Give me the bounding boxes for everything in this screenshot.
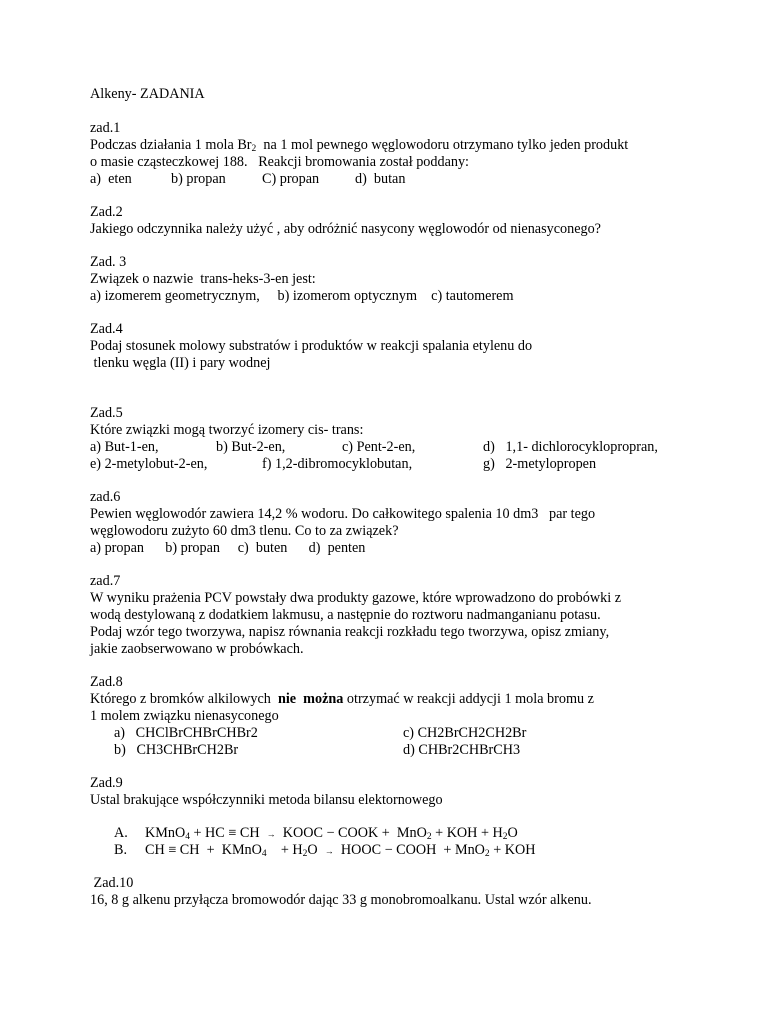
task-1-option-d: d) butan [355, 171, 406, 187]
task-7-line-1: W wyniku prażenia PCV powstały dwa produkty gazowe, które wprowadzono do probówki z [90, 590, 621, 606]
task-5-option-d: d) 1,1- dichlorocyklopropran, [483, 439, 658, 455]
task-5-line-1: Które związki mogą tworzyć izomery cis- trans: [90, 422, 364, 438]
document-title: Alkeny- ZADANIA [90, 86, 205, 102]
task-1-option-b: b) propan [171, 171, 226, 187]
task-1-heading: zad.1 [90, 120, 121, 136]
subscript: 2 [302, 849, 308, 859]
task-1-text: Podczas działania 1 mola Br [90, 137, 252, 153]
equation-b-label: B. [114, 842, 128, 858]
task-6-options: a) propan b) propan c) buten d) penten [90, 540, 366, 556]
formula-text: KOOC − COOK + MnO [275, 825, 427, 841]
task-7-line-4: jakie zaobserwowano w probówkach. [90, 641, 304, 657]
task-3-line-2: a) izomerem geometrycznym, b) izomerom optycznym c) tautomerem [90, 288, 514, 304]
equation-b [145, 842, 536, 860]
task-5-option-f: f) 1,2-dibromocyklobutan, [262, 456, 413, 472]
task-8-line-1 [90, 691, 594, 708]
task-8-option-a: a) CHClBrCHBrCHBr2 [114, 725, 258, 741]
task-5-option-g: g) 2-metylopropen [483, 456, 597, 472]
task-2-heading: Zad.2 [90, 204, 123, 220]
subscript: 2 [426, 832, 432, 842]
task-4-line-2: tlenku węgla (II) i pary wodnej [90, 355, 271, 371]
task-3-line-1: Związek o nazwie trans-heks-3-en jest: [90, 271, 316, 287]
subscript: 2 [502, 832, 508, 842]
subscript: 2 [484, 849, 490, 859]
formula-text: + KOH + H [431, 825, 503, 841]
task-5-option-c: c) Pent-2-en, [342, 439, 416, 455]
formula-text: + HC ≡ CH [189, 825, 267, 841]
equation-a [145, 825, 518, 843]
task-8-text: Którego z bromków alkilowych [90, 691, 278, 707]
task-5-heading: Zad.5 [90, 405, 123, 421]
formula-text: O [507, 825, 518, 841]
formula-text: O [307, 842, 325, 858]
task-8-line-2: 1 molem związku nienasyconego [90, 708, 279, 724]
task-5-option-e: e) 2-metylobut-2-en, [90, 456, 208, 472]
task-7-heading: zad.7 [90, 573, 121, 589]
subscript: 2 [251, 144, 257, 154]
task-1-line-1 [90, 137, 628, 154]
equation-a-label: A. [114, 825, 128, 841]
task-8-bold-text: nie można [277, 691, 344, 707]
task-6-line-2: węglowodoru zużyto 60 dm3 tlenu. Co to za związek? [90, 523, 399, 539]
formula-text: HOOC − COOH + MnO [333, 842, 485, 858]
task-2-line-1: Jakiego odczynnika należy użyć , aby odróżnić nasycony węglowodór od nienasyconego? [90, 221, 601, 237]
formula-text: + KOH [489, 842, 536, 858]
task-6-heading: zad.6 [90, 489, 121, 505]
task-7-line-2: wodą destylowaną z dodatkiem lakmusu, a następnie do roztworu nadmanganianu potasu. [90, 607, 601, 623]
task-10-heading: Zad.10 [90, 875, 134, 891]
formula-text: KMnO [145, 825, 186, 841]
formula-text: CH ≡ CH + KMnO [145, 842, 262, 858]
task-9-line-1: Ustal brakujące współczynniki metoda bilansu elektornowego [90, 792, 443, 808]
task-1-text: na 1 mol pewnego węglowodoru otrzymano tylko jeden produkt [256, 137, 629, 153]
task-1-option-a: a) eten [90, 171, 132, 187]
task-1-line-2: o masie cząsteczkowej 188. Reakcji bromowania został poddany: [90, 154, 469, 170]
task-6-line-1: Pewien węglowodór zawiera 14,2 % wodoru. Do całkowitego spalenia 10 dm3 par tego [90, 506, 596, 522]
task-8-text: otrzymać w reakcji addycji 1 mola bromu z [343, 691, 594, 707]
task-8-heading: Zad.8 [90, 674, 123, 690]
task-1-option-c: C) propan [262, 171, 320, 187]
task-3-heading: Zad. 3 [90, 254, 127, 270]
task-8-option-d: d) CHBr2CHBrCH3 [403, 742, 521, 758]
task-8-option-c: c) CH2BrCH2CH2Br [403, 725, 527, 741]
task-10-line-1: 16, 8 g alkenu przyłącza bromowodór dając 33 g monobromoalkanu. Ustal wzór alkenu. [90, 892, 592, 908]
task-7-line-3: Podaj wzór tego tworzywa, napisz równania reakcji rozkładu tego tworzywa, opisz zmiany, [90, 624, 610, 640]
subscript: 4 [261, 849, 267, 859]
task-5-option-b: b) But-2-en, [216, 439, 286, 455]
reaction-arrow-icon: → [266, 829, 276, 839]
task-5-option-a: a) But-1-en, [90, 439, 159, 455]
reaction-arrow-icon: → [324, 846, 334, 856]
subscript: 4 [185, 832, 190, 842]
formula-text: + H [266, 842, 303, 858]
task-8-option-b: b) CH3CHBrCH2Br [114, 742, 239, 758]
task-4-line-1: Podaj stosunek molowy substratów i produktów w reakcji spalania etylenu do [90, 338, 533, 354]
task-9-heading: Zad.9 [90, 775, 123, 791]
task-4-heading: Zad.4 [90, 321, 123, 337]
